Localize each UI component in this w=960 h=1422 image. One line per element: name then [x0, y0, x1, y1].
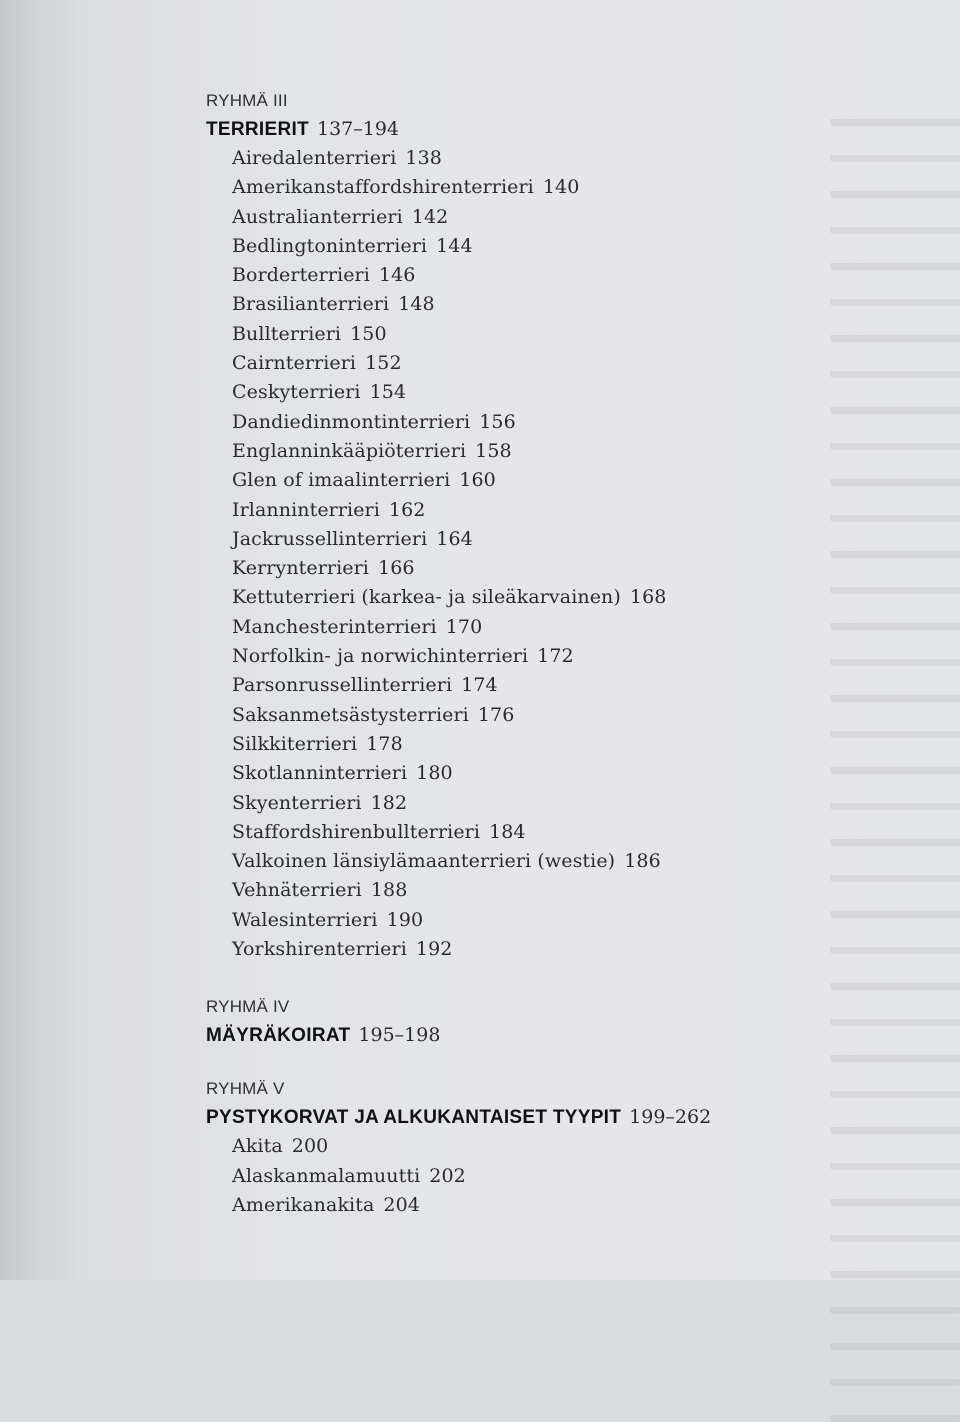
toc-entry [232, 1191, 946, 1220]
group-page-range: 199–262 [629, 1106, 712, 1129]
entry-name: Irlanninterrieri [232, 498, 380, 521]
entry-page: 148 [398, 293, 435, 316]
entry-page: 152 [365, 352, 402, 375]
entry-page: 146 [378, 264, 416, 287]
toc-entry [232, 203, 946, 232]
entry-page: 188 [370, 879, 408, 902]
entry-name: Kettuterrieri (karkea- ja sileäkarvainen) [232, 586, 621, 609]
entry-page: 166 [378, 557, 415, 580]
entry-name: Bedlingtoninterrieri [232, 234, 428, 257]
entry-name: Silkkiterrieri [232, 732, 358, 755]
entry-page: 180 [416, 762, 453, 785]
entry-page: 142 [411, 205, 449, 228]
entry-name: Brasilianterrieri [232, 293, 390, 316]
entry-name: Glen of imaalinterrieri [232, 469, 451, 492]
entry-name: Parsonrussellinterrieri [232, 674, 453, 697]
toc-entry [232, 437, 946, 466]
entry-page: 186 [624, 850, 661, 873]
toc-entry [232, 1132, 946, 1161]
toc-entry [232, 378, 946, 407]
entry-name: Manchesterinterrieri [232, 615, 437, 638]
entry-name: Walesinterrieri [232, 908, 378, 931]
toc-entry [232, 554, 946, 583]
toc-entry [232, 906, 946, 935]
entry-page: 200 [291, 1135, 329, 1158]
entry-page: 158 [475, 439, 512, 462]
group-title [206, 1020, 946, 1050]
toc-entry [232, 818, 946, 847]
entry-name: Amerikanakita [232, 1193, 375, 1216]
group-title [206, 114, 946, 144]
entry-name: Jackrussellinterrieri [232, 527, 428, 550]
entry-list [206, 144, 946, 964]
toc-entry [232, 671, 946, 700]
group-title-name: TERRIERIT [206, 119, 309, 140]
toc-entry [232, 701, 946, 730]
entry-page: 178 [366, 732, 403, 755]
toc-entry [232, 583, 946, 612]
toc-entry [232, 876, 946, 905]
toc-entry [232, 173, 946, 202]
toc-entry [232, 935, 946, 964]
entry-page: 182 [370, 791, 408, 814]
entry-page: 162 [388, 498, 426, 521]
table-of-contents [206, 88, 946, 1220]
toc-entry [232, 1162, 946, 1191]
toc-entry [232, 144, 946, 173]
entry-page: 192 [415, 938, 453, 961]
toc-entry [232, 290, 946, 319]
group-page-range: 137–194 [316, 118, 400, 140]
toc-group-mayrakoirat [206, 994, 946, 1050]
entry-name: Australianterrieri [232, 205, 403, 228]
entry-page: 170 [445, 615, 483, 638]
entry-name: Cairnterrieri [232, 352, 357, 375]
entry-page: 204 [383, 1193, 420, 1216]
entry-name: Bullterrieri [232, 322, 342, 345]
toc-entry [232, 466, 946, 495]
toc-entry [232, 642, 946, 671]
entry-page: 138 [405, 147, 442, 169]
entry-page: 202 [429, 1164, 466, 1187]
toc-entry [232, 232, 946, 261]
toc-entry [232, 789, 946, 818]
entry-page: 168 [629, 586, 667, 609]
entry-name: Saksanmetsästysterrieri [232, 703, 469, 726]
entry-list [206, 1132, 946, 1220]
group-page-range: 195–198 [358, 1024, 441, 1047]
entry-name: Akita [232, 1135, 283, 1158]
section-spacer [206, 1050, 946, 1076]
entry-name: Vehnäterrieri [232, 879, 362, 902]
entry-page: 156 [479, 410, 516, 433]
section-spacer [206, 964, 946, 994]
entry-page: 154 [369, 381, 407, 404]
toc-entry [232, 759, 946, 788]
group-label: RYHMÄ V [206, 1079, 285, 1099]
entry-page: 140 [542, 176, 580, 199]
entry-name: Valkoinen länsiylämaanterrieri (westie) [232, 850, 616, 873]
entry-name: Alaskanmalamuutti [232, 1164, 421, 1187]
entry-name: Skotlanninterrieri [232, 762, 408, 785]
entry-page: 164 [436, 527, 473, 550]
entry-name: Skyenterrieri [232, 791, 362, 814]
group-label: RYHMÄ IV [206, 997, 290, 1017]
toc-group-terrierit [206, 88, 946, 964]
entry-page: 190 [386, 908, 424, 931]
toc-entry [232, 847, 946, 876]
toc-entry [232, 525, 946, 554]
entry-page: 160 [459, 469, 496, 492]
entry-page: 174 [461, 674, 498, 697]
entry-page: 144 [436, 234, 473, 257]
toc-group-pystykorvat [206, 1076, 946, 1220]
group-label: RYHMÄ III [206, 91, 288, 110]
group-title [206, 1102, 946, 1132]
entry-name: Kerrynterrieri [232, 557, 369, 580]
group-title-name: PYSTYKORVAT JA ALKUKANTAISET TYYPIT [206, 1107, 622, 1129]
entry-name: Ceskyterrieri [232, 381, 361, 404]
page-gutter-shadow [0, 0, 70, 1280]
toc-entry [232, 320, 946, 349]
entry-page: 150 [350, 322, 387, 345]
group-title-name: MÄYRÄKOIRAT [206, 1025, 351, 1047]
entry-page: 184 [489, 820, 526, 843]
toc-entry [232, 730, 946, 759]
entry-name: Borderterrieri [232, 264, 370, 287]
entry-name: Norfolkin- ja norwichinterrieri [232, 645, 529, 668]
entry-name: Yorkshirenterrieri [232, 938, 407, 961]
toc-entry [232, 496, 946, 525]
toc-entry [232, 613, 946, 642]
toc-entry [232, 408, 946, 437]
entry-name: Staffordshirenbullterrieri [232, 820, 481, 843]
entry-name: Dandiedinmontinterrieri [232, 410, 471, 433]
toc-entry [232, 261, 946, 290]
toc-entry [232, 349, 946, 378]
entry-page: 172 [537, 645, 574, 668]
entry-name: Amerikanstaffordshirenterrieri [232, 176, 534, 199]
entry-page: 176 [477, 703, 515, 726]
entry-name: Englanninkääpiöterrieri [232, 439, 467, 462]
entry-name: Airedalenterrieri [232, 147, 397, 169]
